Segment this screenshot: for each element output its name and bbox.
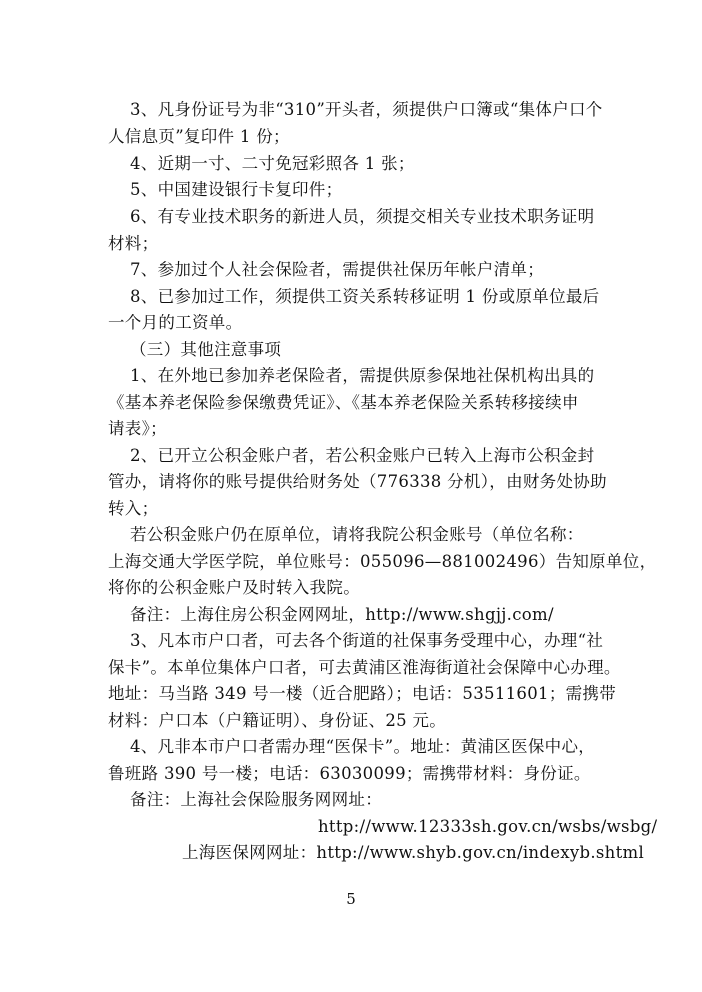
text-line: 3、凡本市户口者，可去各个街道的社保事务受理中心，办理“社 — [130, 631, 604, 650]
url-line: http://www.12333sh.gov.cn/wsbs/wsbg/ — [318, 817, 658, 836]
text-line: 请表》； — [108, 419, 167, 438]
text-line: 备注：上海住房公积金网网址，http://www.shgjj.com/ — [130, 605, 554, 624]
text-line: 2、已开立公积金账户者，若公积金账户已转入上海市公积金封 — [130, 446, 595, 465]
text-line: 8、已参加过工作，须提供工资关系转移证明 1 份或原单位最后 — [130, 287, 600, 306]
text-line: 人信息页”复印件 1 份； — [108, 127, 290, 146]
text-line: 3、凡身份证号为非“310”开头者，须提供户口簿或“集体户口个 — [130, 100, 603, 119]
page-number: 5 — [346, 890, 356, 908]
section-heading: （三）其他注意事项 — [130, 340, 282, 359]
text-line: 若公积金账户仍在原单位，请将我院公积金账号（单位名称： — [130, 525, 584, 544]
text-line: 备注：上海社会保险服务网网址： — [130, 790, 382, 809]
url-line: 上海医保网网址：http://www.shyb.gov.cn/indexyb.shtml — [182, 843, 645, 862]
text-line: 材料； — [108, 234, 159, 253]
text-line: 上海交通大学医学院，单位账号：055096—881002496）告知原单位， — [108, 552, 657, 571]
text-line: 转入； — [108, 499, 159, 518]
text-line: 7、参加过个人社会保险者，需提供社保历年帐户清单； — [130, 260, 544, 279]
text-line: 地址：马当路 349 号一楼（近合肥路）；电话：53511601；需携带 — [108, 684, 617, 703]
text-line: 5、中国建设银行卡复印件； — [130, 180, 343, 199]
text-line: 管办，请将你的账号提供给财务处（776338 分机），由财务处协助 — [108, 472, 607, 491]
text-line: 1、在外地已参加养老保险者，需提供原参保地社保机构出具的 — [130, 366, 595, 385]
text-line: 保卡”。本单位集体户口者，可去黄浦区淮海街道社会保障中心办理。 — [108, 658, 621, 677]
text-line: 一个月的工资单。 — [108, 313, 243, 332]
text-line: 4、凡非本市户口者需办理“医保卡”。地址：黄浦区医保中心， — [130, 737, 596, 756]
text-line: 《基本养老保险参保缴费凭证》、《基本养老保险关系转移接续申 — [108, 393, 579, 412]
text-line: 鲁班路 390 号一楼；电话：63030099；需携带材料：身份证。 — [108, 764, 591, 783]
text-line: 4、近期一寸、二寸免冠彩照各 1 张； — [130, 154, 415, 173]
text-line: 6、有专业技术职务的新进人员，须提交相关专业技术职务证明 — [130, 207, 595, 226]
text-line: 将你的公积金账户及时转入我院。 — [108, 578, 360, 597]
text-line: 材料：户口本（户籍证明）、身份证、25 元。 — [108, 711, 447, 730]
